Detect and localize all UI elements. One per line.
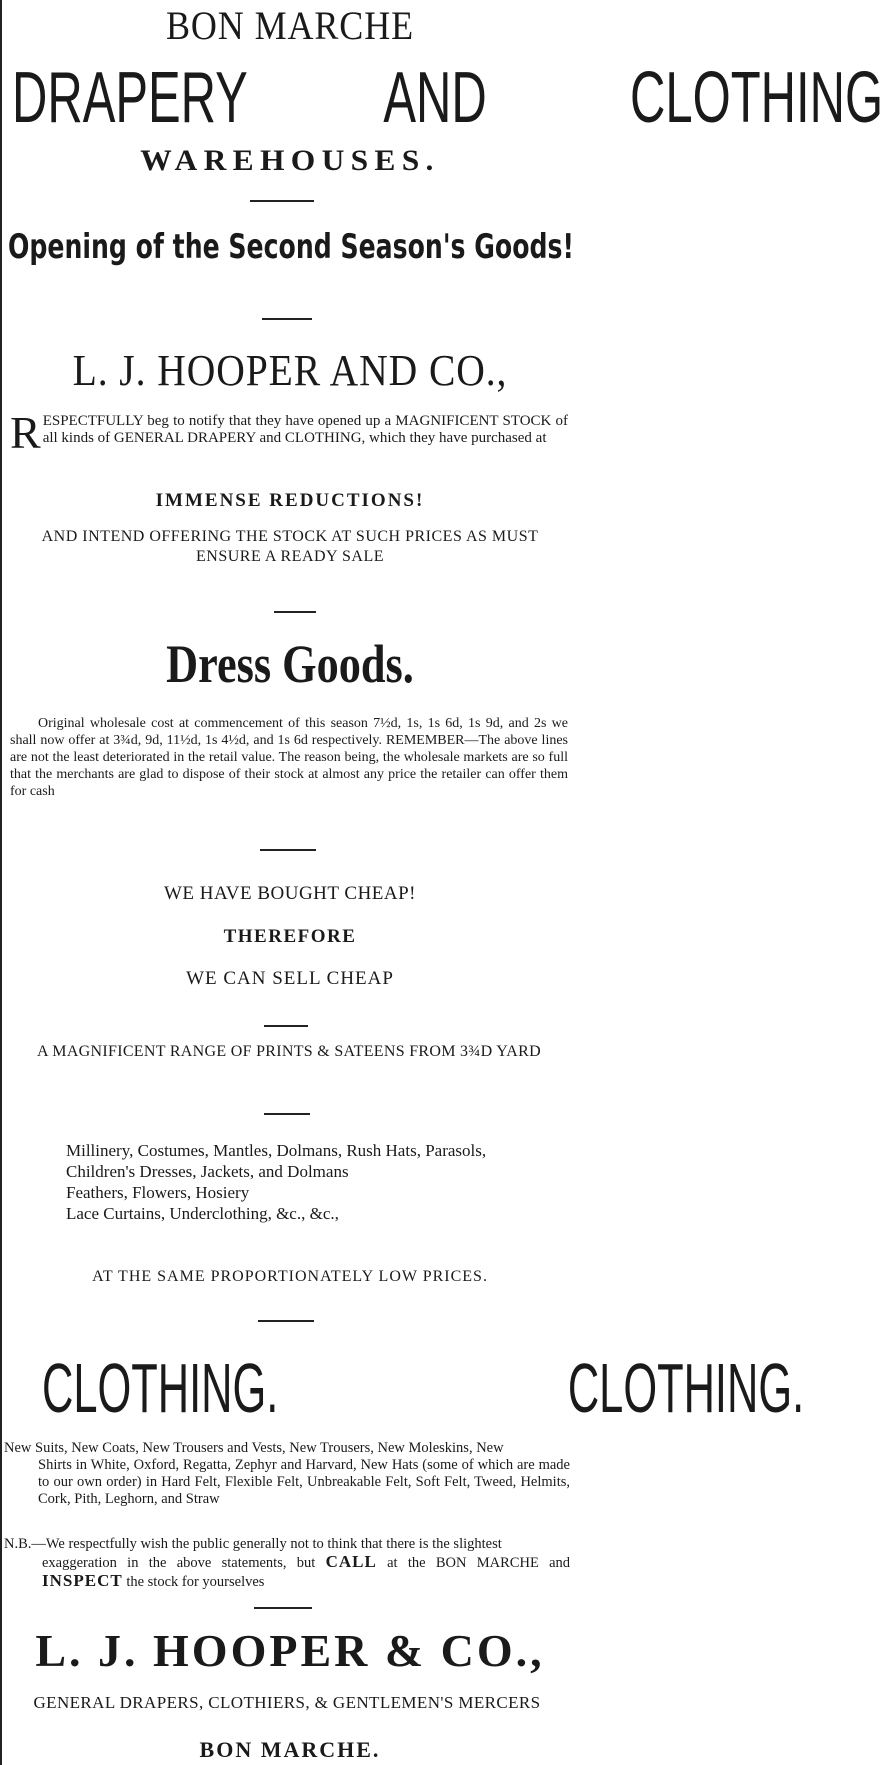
clothing-text-rest: Shirts in White, Oxford, Regatta, Zephyr and Harvard, New Hats (some of which are made to our own order) in Hard Felt, Flexible Felt, Unbreakable Felt, Soft Felt, Tweed, Helmits, Cork, Pith, Leghorn, and Straw (38, 1457, 570, 1507)
reductions-headline: IMMENSE REDUCTIONS! (155, 490, 425, 511)
nb-text: the stock for yourselves (126, 1574, 265, 1590)
clothing-paragraph (4, 1440, 570, 1508)
list-item: Feathers, Flowers, Hosiery (66, 1183, 250, 1202)
nb-text-rest (4, 1553, 570, 1591)
heading-word-and: AND (383, 58, 487, 138)
prints-sateens-line: A MAGNIFICENT RANGE OF PRINTS & SATEENS FROM 3¾D YARD (37, 1043, 541, 1060)
therefore-line: THEREFORE (223, 926, 357, 947)
dress-goods-heading: Dress Goods. (166, 634, 414, 694)
divider-rule (264, 1113, 310, 1115)
list-item: Children's Dresses, Jackets, and Dolmans (66, 1162, 349, 1181)
divider-rule (254, 1607, 312, 1609)
notice-text: ESPECTFULLY beg to notify that they have opened up a MAGNIFICENT STOCK of all kinds of GENERAL DRAPERY and CLOTHING, which they have purchased at (42, 413, 568, 446)
divider-rule (258, 1320, 314, 1322)
firm-name: L. J. HOOPER AND CO., (72, 346, 508, 395)
divider-rule (250, 200, 314, 202)
footer-place: BON MARCHE. (199, 1737, 381, 1762)
footer-firm-name: L. J. HOOPER & CO., (35, 1625, 545, 1676)
bought-cheap-line: WE HAVE BOUGHT CHEAP! (163, 883, 417, 904)
warehouses-heading: WAREHOUSES. (140, 144, 440, 177)
heading-word-drapery: DRAPERY (12, 58, 248, 138)
inspect-word: INSPECT (42, 1571, 123, 1590)
drapery-clothing-heading (12, 58, 883, 138)
intend-offering-text (8, 527, 572, 567)
divider-rule (264, 1025, 308, 1027)
store-title: BON MARCHE (165, 3, 415, 48)
call-word: CALL (325, 1552, 377, 1571)
nb-paragraph (4, 1536, 570, 1591)
nb-text-first: N.B.—We respectfully wish the public generally not to think that there is the slightest (4, 1536, 502, 1552)
clothing-text-first: New Suits, New Coats, New Trousers and Vests, New Trousers, New Moleskins, New (4, 1440, 504, 1456)
same-prices-line: AT THE SAME PROPORTIONATELY LOW PRICES. (92, 1268, 488, 1285)
nb-text: at the BON MARCHE and (387, 1555, 571, 1571)
dress-goods-paragraph: Original wholesale cost at commencement of this season 7½d, 1s, 1s 6d, 1s 9d, and 2s we shall now offer at 3¾d, 9d, 11½d, 1s 4½d, and 1s 6d respectively. REMEMBER—The above lines are not the least deteriorated in the retail value. The reason being, the wholesale markets are so full that the merchants are glad to dispose of their stock at almost any price the retailer can offer them for cash (10, 716, 568, 799)
list-item: Millinery, Costumes, Mantles, Dolmans, Rush Hats, Parasols, (66, 1141, 487, 1160)
clothing-word: CLOTHING. (567, 1349, 805, 1427)
nb-text: exaggeration in the above statements, but (42, 1555, 316, 1571)
heading-word-clothing: CLOTHING (629, 58, 883, 138)
intend-line: ENSURE A READY SALE (195, 548, 385, 565)
divider-rule (260, 849, 316, 851)
sell-cheap-line: WE CAN SELL CHEAP (186, 968, 394, 989)
divider-rule (274, 611, 316, 613)
notice-paragraph (10, 407, 568, 458)
clothing-heading (42, 1348, 805, 1428)
divider-rule (262, 318, 312, 320)
list-item: Lace Curtains, Underclothing, &c., &c., (66, 1204, 339, 1223)
opening-headline: Opening of the Second Season's Goods! (8, 227, 574, 267)
goods-list (66, 1140, 566, 1224)
drop-cap: R (10, 407, 41, 458)
clothing-word: CLOTHING. (42, 1349, 279, 1427)
trades-line: GENERAL DRAPERS, CLOTHIERS, & GENTLEMEN'S MERCERS (33, 1693, 541, 1712)
intend-line: AND INTEND OFFERING THE STOCK AT SUCH PRICES AS MUST (41, 528, 539, 545)
